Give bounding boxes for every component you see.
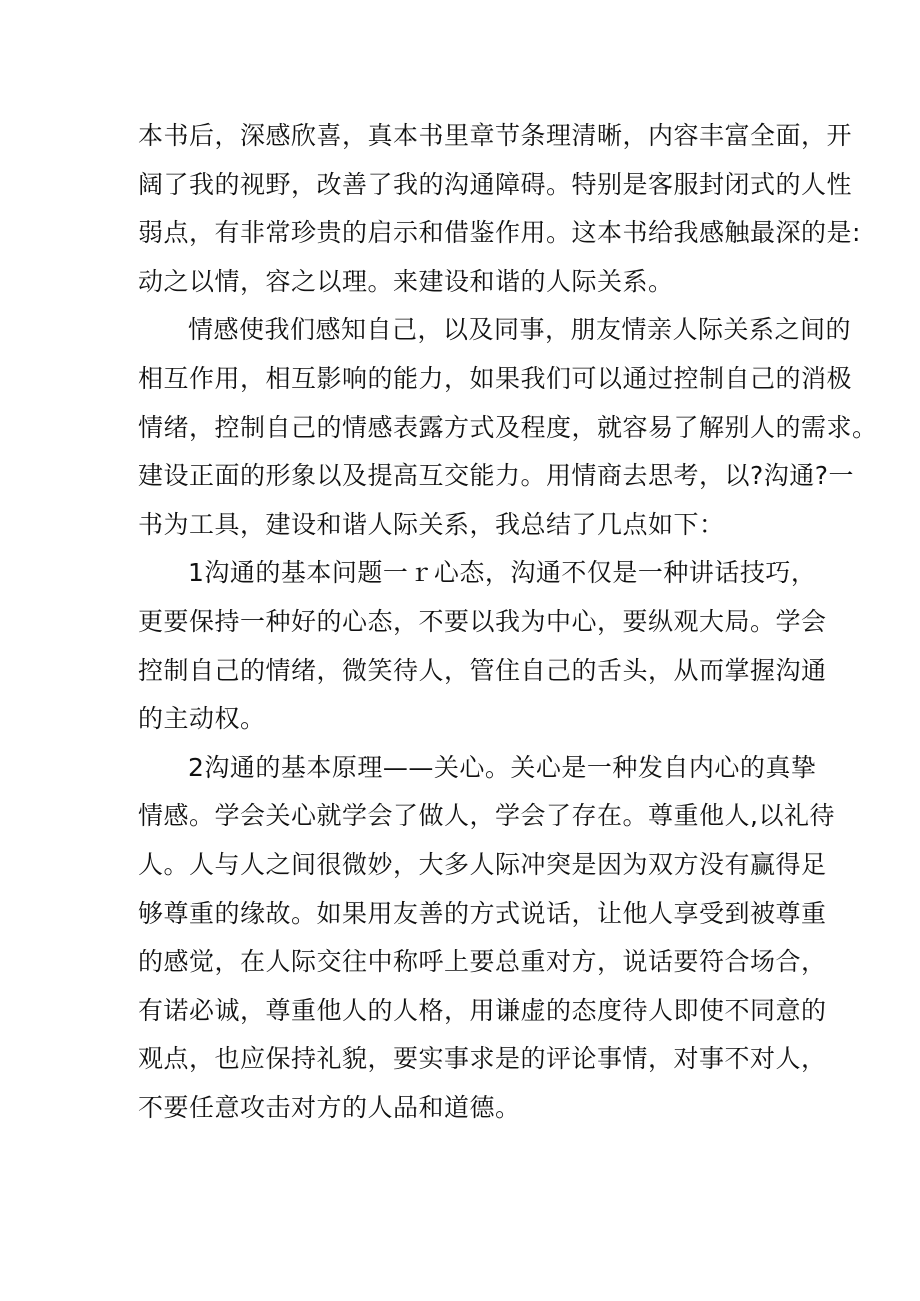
paragraph-4 xyxy=(138,744,835,1133)
text-line: 不要任意攻击对方的人品和道德。 xyxy=(138,1092,521,1122)
text-line: 有诺必诚，尊重他人的人格，用谦虚的态度待人即使不同意的 xyxy=(138,995,827,1025)
document-body xyxy=(138,112,878,1132)
text-line: 情绪，控制自己的情感表露方式及程度，就容易了解别人的需求。 xyxy=(138,412,878,442)
text-line: 的主动权。 xyxy=(138,704,266,734)
paragraph-3 xyxy=(138,549,827,743)
text-line: 书为工具，建设和谐人际关系，我总结了几点如下： xyxy=(138,509,725,539)
paragraph-1 xyxy=(138,112,861,306)
text-line: 更要保持一种好的心态，不要以我为中心，要纵观大局。学会 xyxy=(138,606,827,636)
text-line: 相互作用，相互影响的能力，如果我们可以通过控制自己的消极 xyxy=(138,363,853,393)
text-line: 弱点，有非常珍贵的启示和借鉴作用。这本书给我感触最深的是: xyxy=(138,218,861,248)
paragraph-2 xyxy=(138,306,878,549)
text-line: 情感。学会关心就学会了做人，学会了存在。尊重他人,以礼待 xyxy=(138,801,835,831)
text-line: 1沟通的基本问题一ｒ心态，沟通不仅是一种讲话技巧， xyxy=(188,558,817,588)
text-line: 建设正面的形象以及提高互交能力。用情商去思考，以?沟通?一 xyxy=(138,461,855,491)
text-line: 动之以情，容之以理。来建设和谐的人际关系。 xyxy=(138,266,674,296)
text-line: 2沟通的基本原理——关心。关心是一种发自内心的真挚 xyxy=(188,752,817,782)
text-line: 阔了我的视野，改善了我的沟通障碍。特别是客服封闭式的人性 xyxy=(138,169,853,199)
text-line: 的感觉，在人际交往中称呼上要总重对方，说话要符合场合， xyxy=(138,947,827,977)
text-line: 控制自己的情绪，微笑待人，管住自己的舌头，从而掌握沟通 xyxy=(138,655,827,685)
text-line: 观点，也应保持礼貌，要实事求是的评论事情，对事不对人， xyxy=(138,1044,827,1074)
text-line: 情感使我们感知自己，以及同事，朋友情亲人际关系之间的 xyxy=(188,315,852,345)
text-line: 够尊重的缘故。如果用友善的方式说话，让他人享受到被尊重 xyxy=(138,898,827,928)
text-line: 人。人与人之间很微妙，大多人际冲突是因为双方没有赢得足 xyxy=(138,849,827,879)
text-line: 本书后，深感欣喜，真本书里章节条理清晰，内容丰富全面，开 xyxy=(138,121,853,150)
